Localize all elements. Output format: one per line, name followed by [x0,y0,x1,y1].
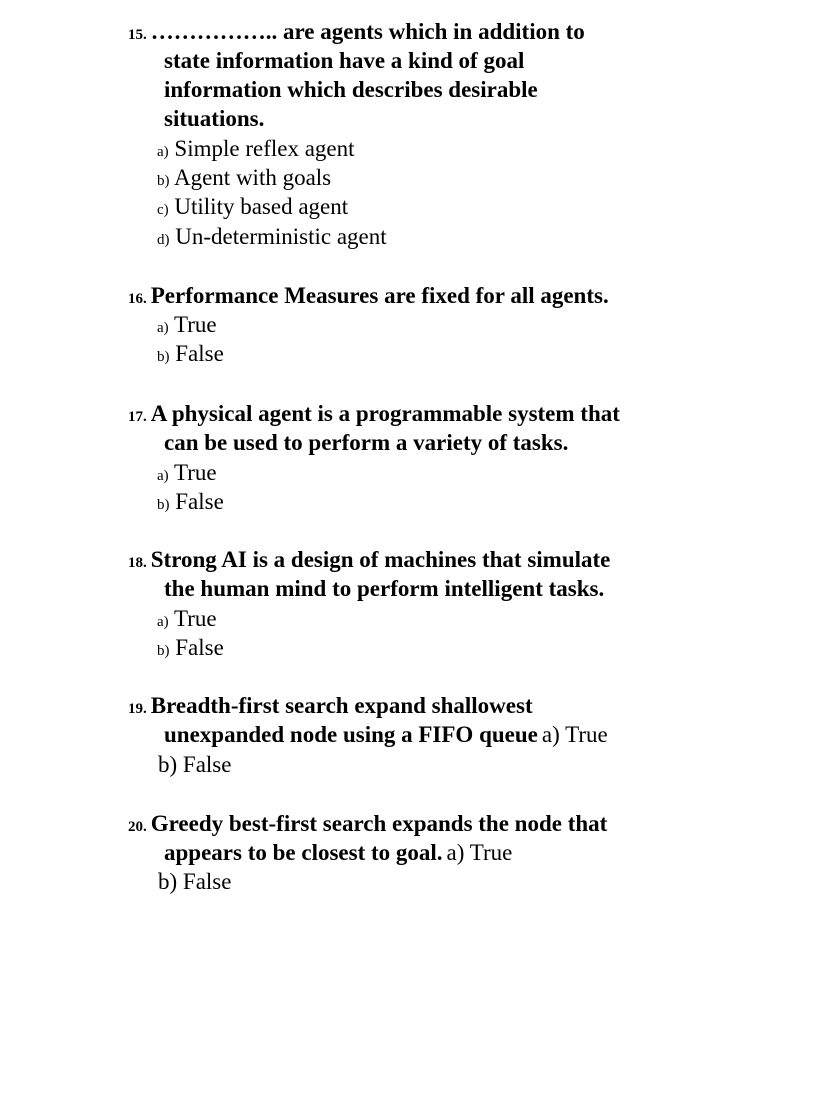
option-inline: a) True [541,722,608,747]
option-letter: a) [157,614,169,630]
question-number: 19. [128,701,147,717]
question-20-line-2 [164,841,512,864]
option-letter: c) [157,202,169,218]
question-text: appears to be closest to goal. [164,840,443,865]
option-text: Utility based agent [174,194,349,219]
option-item [157,137,355,160]
option-item [157,636,224,659]
question-18-line-1 [128,548,610,571]
option-text: Agent with goals [173,165,332,190]
option-letter: a) [157,468,169,484]
question-text: unexpanded node using a FIFO queue [164,722,538,747]
question-text: …………….. are agents which in addition to [150,19,585,44]
question-16-line-1 [128,284,609,307]
question-text: Strong AI is a design of machines that simulate [150,547,611,572]
question-text: Breadth-first search expand shallowest [150,693,533,718]
option-item [157,225,387,248]
question-number: 16. [128,291,147,307]
option-text: True [174,460,217,485]
option-text: Un-deterministic agent [175,224,387,249]
option-text: Simple reflex agent [174,136,355,161]
question-17-line-2: can be used to perform a variety of tasks. [164,430,569,455]
option-item [157,461,217,484]
option-text: False [175,341,224,366]
question-text: A physical agent is a programmable system that [150,401,620,426]
option-item [157,607,217,630]
question-number: 20. [128,819,147,835]
question-19-line-1 [128,694,533,717]
option-item [157,490,224,513]
question-number: 17. [128,409,147,425]
question-15-line-4: situations. [164,106,265,131]
option-text: True [174,606,217,631]
option-item [157,166,331,189]
option-text: False [175,489,224,514]
option-letter: b) [157,643,170,659]
question-20-line-1 [128,812,607,835]
option-item [157,195,348,218]
option-next-line: b) False [158,869,232,894]
question-15-line-3: information which describes desirable [164,77,538,102]
option-letter: a) [157,320,169,336]
option-letter: b) [157,497,170,513]
question-18-line-2: the human mind to perform intelligent tasks. [164,576,605,601]
option-inline: a) True [446,840,513,865]
question-19-line-2 [164,723,608,746]
question-15-line-1 [128,20,585,43]
option-letter: b) [157,173,170,189]
question-text: Greedy best-first search expands the node that [150,811,608,836]
question-15-line-2: state information have a kind of goal [164,48,525,73]
question-text: Performance Measures are fixed for all agents. [150,283,609,308]
option-text: False [175,635,224,660]
question-17-line-1 [128,402,620,425]
option-letter: b) [157,349,170,365]
question-number: 18. [128,555,147,571]
option-item [157,313,217,336]
question-number: 15. [128,27,147,43]
option-next-line: b) False [158,752,232,777]
option-letter: d) [157,232,170,248]
option-item [157,342,224,365]
option-letter: a) [157,144,169,160]
option-text: True [174,312,217,337]
